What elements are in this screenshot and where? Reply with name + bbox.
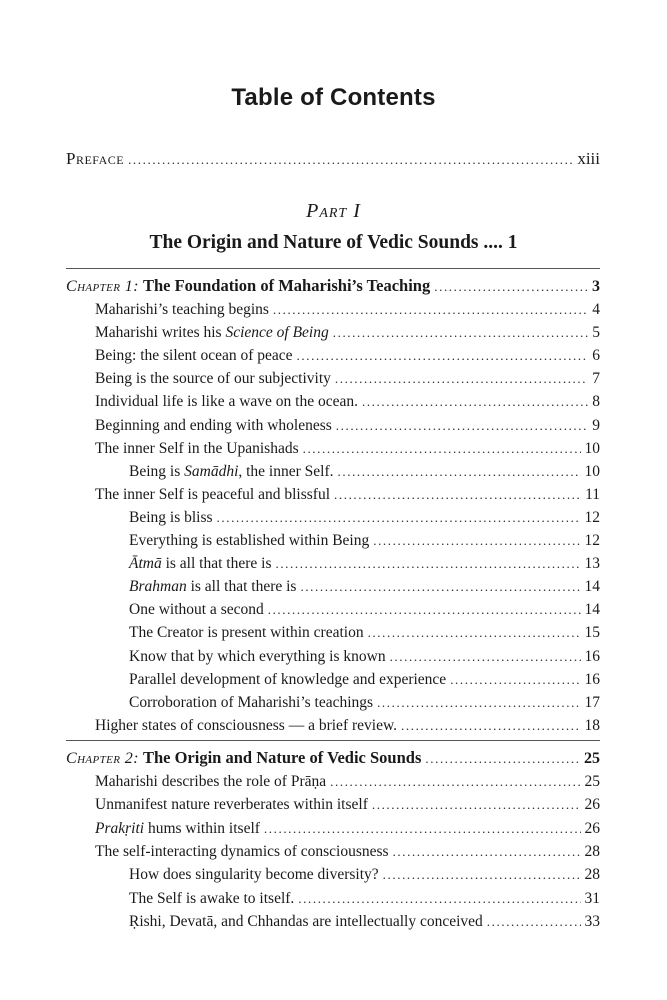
toc-entry-page: 7: [592, 370, 600, 388]
leader-dots: [217, 508, 581, 528]
part-number: I: [353, 200, 361, 222]
chapter-1-page: 3: [592, 278, 600, 295]
leader-dots: [303, 439, 581, 459]
toc-entry-text: Know that by which everything is known: [129, 647, 386, 665]
chapter-2-title: The Origin and Nature of Vedic Sounds: [142, 748, 422, 767]
toc-entry-page: 10: [584, 439, 600, 457]
part-label: [0, 200, 667, 223]
toc-entry-page: 25: [584, 773, 600, 790]
toc-entry-text: Beginning and ending with wholeness: [95, 416, 332, 434]
toc-entry[interactable]: [129, 508, 600, 528]
leader-dots: [333, 323, 589, 343]
toc-entry-page: 18: [584, 716, 600, 734]
toc-entry-page: 13: [584, 555, 600, 573]
toc-entry-page: 16: [584, 647, 600, 665]
toc-entry-text: Individual life is like a wave on the ocean.: [95, 393, 358, 411]
toc-entry-title: [95, 772, 326, 792]
toc-entry[interactable]: [129, 600, 600, 620]
toc-entry-text: Samādhi: [184, 462, 239, 480]
leader-dots: [487, 912, 581, 932]
toc-entry-page: 9: [592, 416, 600, 434]
chapter-2-label: Chapter 2:: [66, 750, 139, 767]
chapter-1-title: The Foundation of Maharishi’s Teaching: [142, 276, 431, 295]
toc-entry[interactable]: [129, 462, 600, 482]
toc-entry-text: The inner Self in the Upanishads: [95, 439, 299, 457]
toc-entry[interactable]: [129, 554, 600, 574]
toc-entry[interactable]: [95, 795, 600, 815]
toc-entry-page: 31: [584, 889, 600, 907]
toc-entry-title: [95, 323, 329, 343]
chapter-1-label: Chapter 1:: [66, 278, 139, 295]
toc-entry-page: 8: [592, 393, 600, 411]
toc-entry-title: [129, 623, 364, 643]
page-title: Table of Contents: [231, 84, 436, 111]
toc-entry-text: Ātmā: [129, 555, 162, 573]
toc-entry-page: 12: [584, 532, 600, 549]
toc-entry-title: [129, 889, 294, 909]
toc-entry-title: [95, 439, 299, 459]
leader-dots: [338, 462, 581, 482]
toc-entry-text: The Creator is present within creation: [129, 624, 364, 642]
leader-dots: [335, 369, 588, 389]
toc-entry-page: 14: [584, 601, 600, 619]
toc-entry-title: [95, 819, 260, 839]
toc-entry[interactable]: [129, 647, 600, 667]
toc-entry[interactable]: [129, 865, 600, 885]
toc-entry[interactable]: [95, 323, 600, 343]
leader-dots: [273, 300, 588, 320]
leader-dots: [336, 416, 588, 436]
leader-dots: [390, 647, 581, 667]
toc-entry-text: Being is bliss: [129, 508, 213, 526]
leader-dots: [298, 889, 580, 909]
toc-entry[interactable]: [129, 531, 600, 551]
toc-entry-title: [129, 647, 386, 667]
divider: [66, 740, 600, 741]
toc-entry-text: Being: the silent ocean of peace: [95, 347, 293, 365]
toc-entry-title: [95, 416, 332, 436]
leader-dots: [362, 392, 588, 412]
toc-entry-text: Brahman: [129, 578, 187, 596]
toc-entry-title: [129, 670, 446, 690]
toc-entry-text: Unmanifest nature reverberates within itself: [95, 796, 368, 814]
toc-entry-page: 10: [584, 462, 600, 480]
toc-entry[interactable]: [95, 842, 600, 862]
toc-entry-page: 28: [584, 842, 600, 860]
toc-entry[interactable]: [95, 346, 600, 366]
toc-entry-page: 15: [584, 624, 600, 642]
toc-entry-text: Maharishi describes the role of Prāṇa: [95, 773, 327, 790]
toc-entry-page: 33: [584, 912, 600, 930]
toc-entry-text: The inner Self is peaceful and blissful: [95, 485, 331, 503]
toc-entry-text: Higher states of consciousness — a brief review.: [95, 716, 398, 734]
toc-entry-text: Corroboration of Maharishi’s teachings: [129, 693, 374, 711]
toc-entry-title: [129, 554, 271, 574]
toc-entry[interactable]: [95, 300, 600, 320]
toc-entry-text: Prakṛiti: [95, 819, 145, 837]
toc-entry[interactable]: [129, 623, 600, 643]
leader-dots: [372, 795, 581, 815]
toc-entry-title: [95, 842, 389, 862]
toc-entry[interactable]: [129, 889, 600, 909]
toc-entry[interactable]: [95, 485, 600, 505]
toc-entry-page: 11: [585, 485, 600, 503]
toc-entry-text: Maharishi writes his: [95, 324, 226, 342]
toc-chapter-1[interactable]: [66, 276, 600, 297]
leader-dots: [383, 865, 581, 885]
toc-entry-page: 12: [584, 508, 600, 526]
toc-entry-text: , the inner Self.: [238, 462, 334, 480]
preface-page: xiii: [577, 149, 600, 168]
toc-entry-title: [129, 577, 296, 597]
leader-dots: [275, 554, 580, 574]
leader-dots: [393, 842, 581, 862]
toc-entry-title: [129, 508, 213, 528]
toc-entry-page: 5: [592, 324, 600, 342]
toc-entry-text: Being is the source of our subjectivity: [95, 370, 331, 388]
toc-entry-title: [129, 912, 483, 932]
toc-entry-title: [95, 300, 269, 320]
toc-entry-page: 4: [592, 301, 600, 318]
leader-dots: [268, 600, 581, 620]
toc-entry-title: [129, 693, 373, 713]
toc-entry-text: Science of Being: [225, 324, 329, 342]
toc-entry-title: [95, 795, 368, 815]
toc-entry-text: hums within itself: [144, 819, 260, 837]
toc-entry[interactable]: [95, 369, 600, 389]
part-title: The Origin and Nature of Vedic Sounds .... 1: [149, 232, 518, 253]
toc-entry-page: 6: [592, 347, 600, 365]
leader-dots: [300, 577, 580, 597]
toc-entry-title: [95, 485, 330, 505]
toc-entry-text: One without a second: [129, 601, 264, 619]
divider: [66, 268, 600, 269]
toc-entry-title: [129, 462, 334, 482]
toc-entry-text: Ṛishi, Devatā, and Chhandas are intellectually conceived: [129, 912, 483, 930]
toc-entry[interactable]: [95, 439, 600, 459]
preface-label: Preface: [66, 149, 125, 168]
toc-entry-page: 26: [584, 796, 600, 814]
leader-dots: [128, 150, 573, 170]
toc-entry-title: [95, 346, 293, 366]
toc-entry[interactable]: [129, 912, 600, 932]
toc-entry-text: Being is: [129, 462, 185, 480]
toc-entry-title: [95, 716, 397, 736]
toc-preface[interactable]: [66, 149, 600, 170]
part-label-text: Part: [306, 200, 348, 222]
toc-entry[interactable]: [95, 716, 600, 736]
leader-dots: [377, 693, 580, 713]
toc-entry-text: Maharishi’s teaching begins: [95, 301, 269, 318]
toc-entry-page: 14: [584, 578, 600, 596]
leader-dots: [425, 749, 580, 769]
toc-entry[interactable]: [95, 416, 600, 436]
toc-entry-title: [95, 369, 331, 389]
toc-entry-title: [129, 600, 264, 620]
toc-entry-text: How does singularity become diversity?: [129, 866, 379, 884]
leader-dots: [264, 819, 581, 839]
leader-dots: [330, 772, 580, 792]
toc-chapter-2[interactable]: [66, 748, 600, 769]
chapter-2-page: 25: [584, 750, 600, 767]
toc-entry-text: The Self is awake to itself.: [129, 889, 295, 907]
toc-entry-title: [129, 531, 369, 551]
leader-dots: [334, 485, 581, 505]
leader-dots: [368, 623, 581, 643]
toc-entry-text: is all that there is: [186, 578, 297, 596]
toc-entry-page: 16: [584, 670, 600, 688]
toc-entry-text: Everything is established within Being: [129, 532, 370, 549]
toc-entry-page: 28: [584, 866, 600, 884]
toc-entry-text: Parallel development of knowledge and experience: [129, 670, 447, 688]
toc-entry[interactable]: [95, 772, 600, 792]
toc-entry[interactable]: [95, 392, 600, 412]
toc-entry[interactable]: [129, 670, 600, 690]
toc-entry-title: [129, 865, 379, 885]
leader-dots: [373, 531, 580, 551]
toc-entry-title: [95, 392, 358, 412]
toc-entry-page: 26: [584, 819, 600, 837]
toc-entry-text: The self-interacting dynamics of consciousness: [95, 842, 389, 860]
leader-dots: [401, 716, 580, 736]
leader-dots: [434, 277, 588, 297]
leader-dots: [297, 346, 589, 366]
toc-entry[interactable]: [95, 819, 600, 839]
leader-dots: [450, 670, 580, 690]
toc-entry[interactable]: [129, 577, 600, 597]
toc-entry-text: is all that there is: [161, 555, 272, 573]
toc-entry[interactable]: [129, 693, 600, 713]
toc-entry-page: 17: [584, 693, 600, 711]
